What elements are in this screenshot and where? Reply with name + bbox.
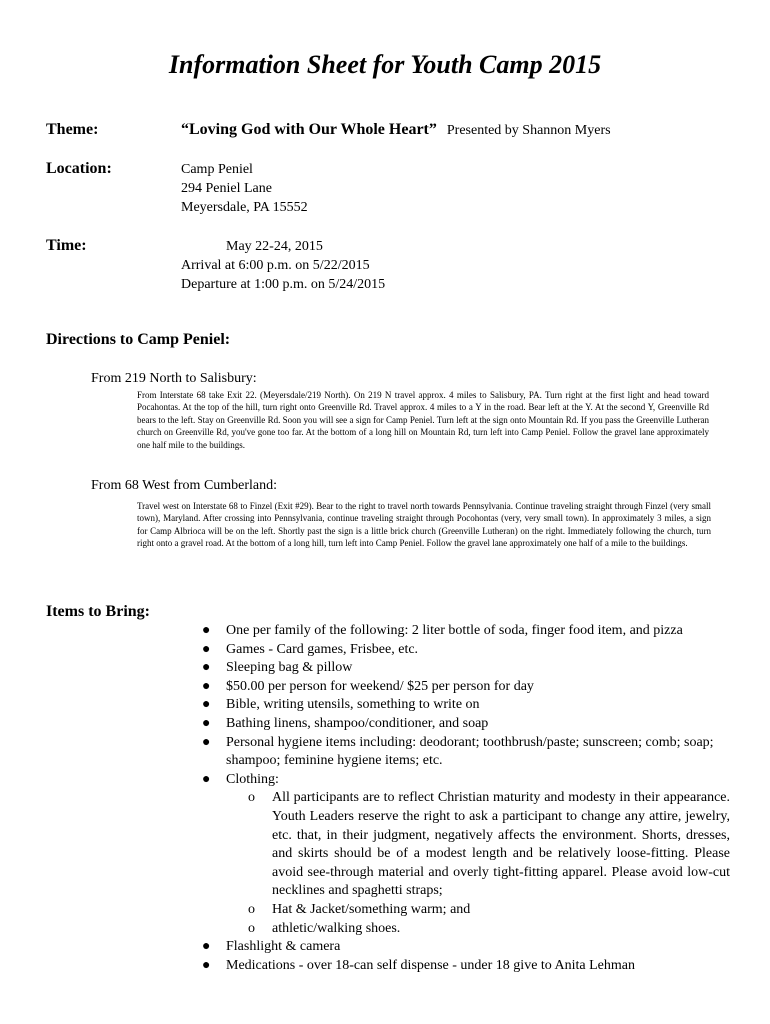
location-address	[181, 160, 308, 217]
list-item: ● Medications - over 18-can self dispense - under 18 give to Anita Lehman	[200, 957, 730, 976]
location-line: Meyersdale, PA 15552	[181, 200, 308, 215]
bullet-icon: ●	[202, 939, 211, 955]
bullet-icon: ●	[202, 641, 211, 657]
location-line: 294 Peniel Lane	[181, 181, 272, 196]
list-item: ● Bathing linens, shampoo/conditioner, and soap	[200, 715, 730, 734]
time-details	[181, 237, 385, 294]
route-heading-cumberland: From 68 West from Cumberland:	[91, 478, 278, 493]
theme-value-row	[181, 120, 611, 140]
list-item: ● Personal hygiene items including: deodorant; toothbrush/paste; sunscreen; comb; soap; shampoo; feminine hygiene items; etc.	[202, 734, 714, 769]
list-item: ● $50.00 per person for weekend/ $25 per person for day	[200, 678, 730, 697]
time-dates: May 22-24, 2015	[226, 239, 323, 254]
list-item-clothing: ● Clothing: o All participants are to reflect Christian maturity and modesty in their appearance. Youth Leaders reserve the right to ask a participant to change any attire, jewelry, etc. that, in their judgment, negatively affects the environment. Shorts, dresses, and skirts should be of a modest length and be relatively loose-fitting. Please avoid see-through material and overly tight-fitting apparel. Please avoid low-cut necklines and spaghetti straps; o Hat & Jacket/something warm; and o athletic/walking shoes.	[200, 771, 730, 938]
bullet-icon: ●	[202, 734, 211, 750]
bullet-icon: ●	[202, 678, 211, 694]
page-title: Information Sheet for Youth Camp 2015	[168, 50, 602, 79]
sub-bullet-icon: o	[248, 901, 255, 917]
list-item: ● Games - Card games, Frisbee, etc.	[200, 641, 730, 660]
list-item: ● One per family of the following: 2 liter bottle of soda, finger food item, and pizza	[200, 622, 730, 641]
theme-label: Theme:	[46, 121, 99, 138]
route-heading-salisbury: From 219 North to Salisbury:	[91, 371, 257, 386]
list-item: ● Sleeping bag & pillow	[200, 659, 730, 678]
items-heading: Items to Bring:	[46, 603, 150, 620]
bullet-icon: ●	[202, 957, 211, 973]
sub-bullet-icon: o	[248, 790, 255, 806]
route-text-cumberland: Travel west on Interstate 68 to Finzel (Exit #29). Bear to the right to travel north towards Pennsylvania. Continue traveling straight through Finzel (very small town), Maryland. After crossing into Pennsylvania, continue traveling straight through Pocohontas (very, very small town). In approximately 3 miles, a sign for Camp Albrioca will be on the left. Shortly past the sign is a little brick church (Greenville Lutheran) on the right. Immediately following the church, turn right onto a gravel road. At the bottom of a long hill, turn left into Camp Peniel. Follow the gravel lane approximately one half of a mile to the buildings.	[137, 501, 711, 549]
clothing-sublist	[226, 789, 730, 938]
bullet-icon: ●	[202, 697, 211, 713]
list-item: ● Flashlight & camera	[200, 938, 730, 957]
time-label: Time:	[46, 237, 87, 254]
bullet-icon: ●	[202, 660, 211, 676]
items-list	[200, 622, 730, 975]
route-text-salisbury: From Interstate 68 take Exit 22. (Meyersdale/219 North). On 219 N travel approx. 4 miles to Salisbury, PA. Turn right at the first light and head toward Pocahontas. At the top of the hill, turn right onto Greenville Rd. Travel approx. 4 miles to a Y in the road. Bear left at the Y. At the second Y, Greenville Rd bears to the left. Stay on Greenville Rd. Soon you will see a sign for Camp Peniel. Turn left at the sign onto Mountain Rd. If you pass the Greenville Lutheran church on Greenville Rd, you've gone too far. At the bottom of a long hill on Mountain Rd, turn left into Camp Peniel. Follow the gravel lane approximately one half mile to the buildings.	[137, 390, 709, 450]
theme-title: “Loving God with Our Whole Heart”	[181, 121, 437, 138]
bullet-icon: ●	[202, 771, 211, 787]
sub-list-item: o athletic/walking shoes.	[226, 920, 730, 939]
bullet-icon: ●	[202, 715, 211, 731]
location-label: Location:	[46, 160, 112, 177]
sub-bullet-icon: o	[248, 920, 255, 936]
bullet-icon: ●	[202, 623, 211, 638]
theme-presenter: Presented by Shannon Myers	[446, 123, 611, 138]
time-arrival: Arrival at 6:00 p.m. on 5/22/2015	[181, 258, 370, 273]
location-line: Camp Peniel	[181, 162, 253, 177]
sub-list-item: o All participants are to reflect Christian maturity and modesty in their appearance. Youth Leaders reserve the right to ask a participant to change any attire, jewelry, etc. that, in their judgment, negatively affects the environment. Shorts, dresses, and skirts should be of a modest length and be relatively loose-fitting. Please avoid see-through material and overly tight-fitting apparel. Please avoid low-cut necklines and spaghetti straps;	[248, 790, 730, 899]
time-departure: Departure at 1:00 p.m. on 5/24/2015	[181, 277, 386, 292]
list-item: ● Bible, writing utensils, something to write on	[200, 696, 730, 715]
directions-heading: Directions to Camp Peniel:	[46, 331, 231, 348]
sub-list-item: o Hat & Jacket/something warm; and	[226, 901, 730, 920]
